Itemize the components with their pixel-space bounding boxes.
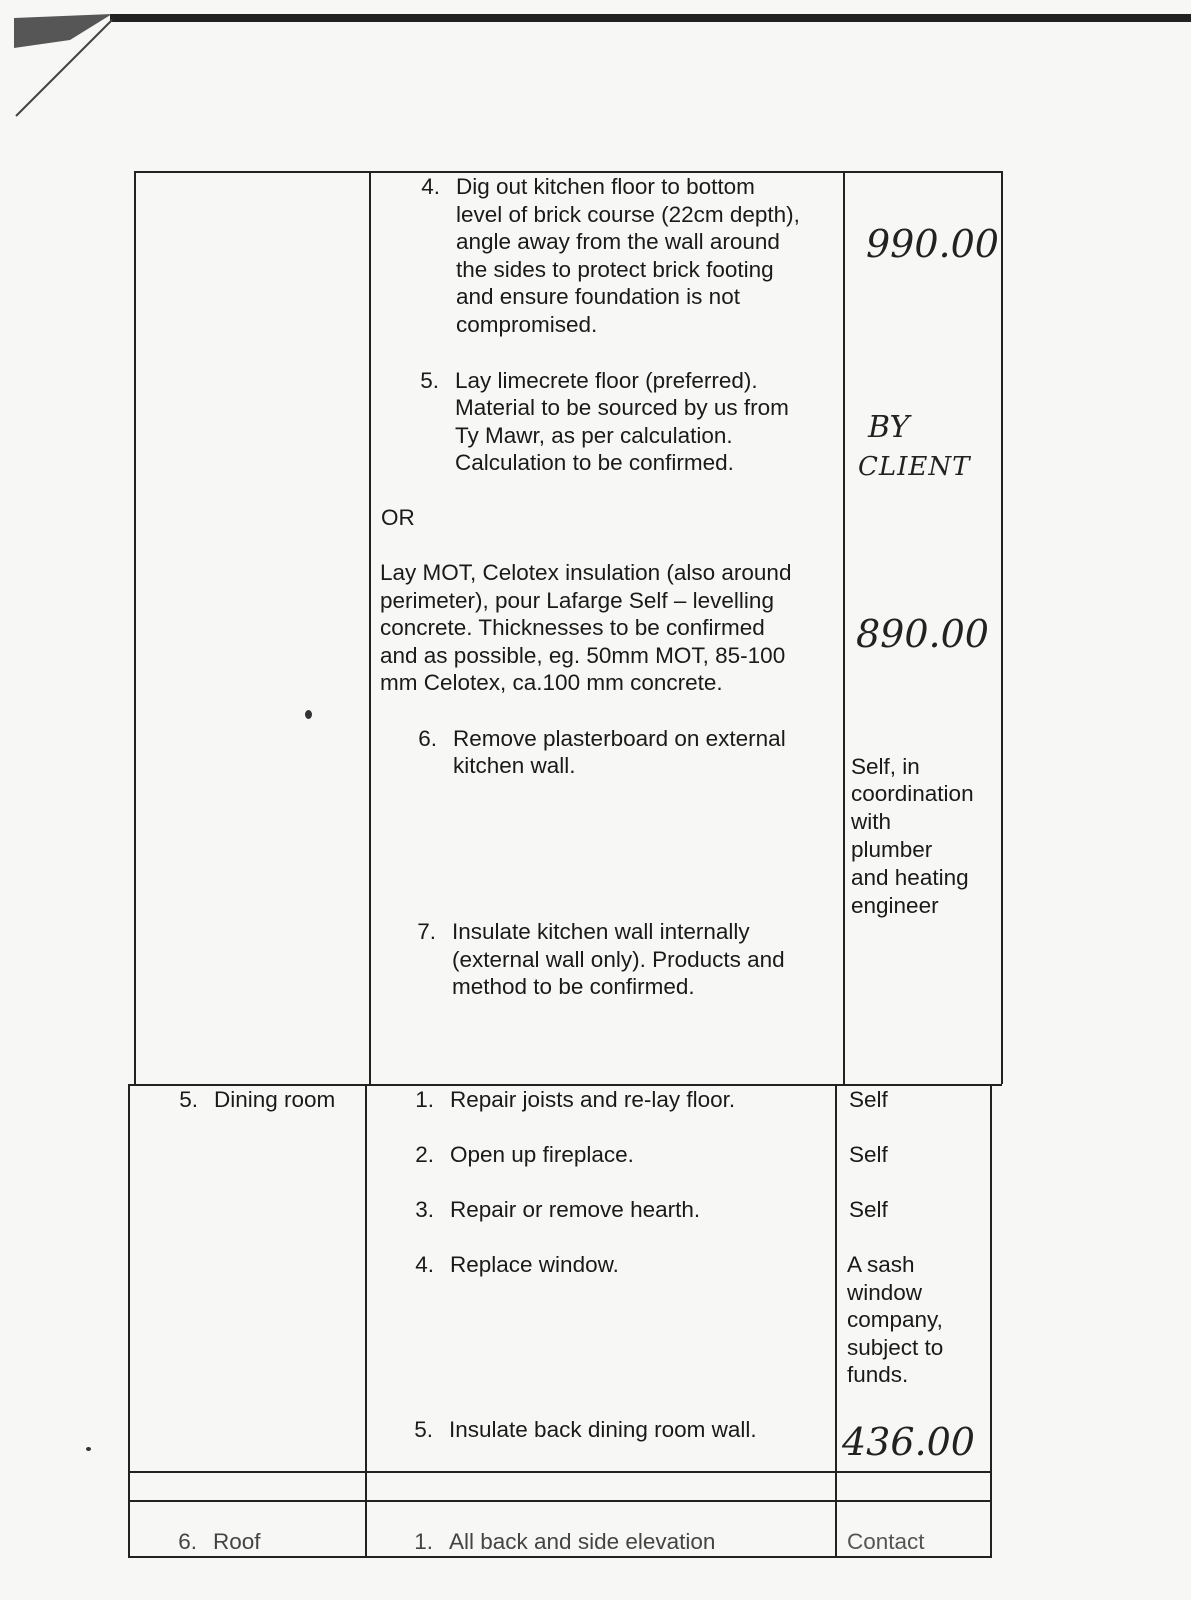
item-number: 4. (415, 1252, 434, 1277)
responsibility-line: company, (847, 1307, 943, 1332)
item-text-line: Open up fireplace. (450, 1142, 634, 1167)
section-label: Dining room (214, 1087, 336, 1112)
table-border-right (990, 1084, 992, 1558)
row-divider (128, 1471, 992, 1473)
or-label: OR (381, 505, 415, 530)
column-divider (369, 171, 371, 1084)
responsibility-line: coordination (851, 781, 974, 806)
row-divider (128, 1500, 992, 1502)
alt-text-line: Lay MOT, Celotex insulation (also around (380, 560, 792, 585)
table-border-left (128, 1084, 130, 1558)
column-divider (843, 171, 845, 1084)
table-border-left (134, 171, 136, 1084)
responsibility-line: Self (849, 1197, 888, 1222)
responsibility-line: Self (849, 1087, 888, 1112)
item-text-line: Insulate back dining room wall. (449, 1417, 757, 1442)
column-divider (365, 1084, 367, 1558)
item-text-line: and ensure foundation is not (456, 284, 740, 309)
handwritten-price: 990.00 (866, 222, 999, 266)
handwritten-note: BY (868, 410, 910, 445)
item-number: 4. (421, 174, 440, 199)
table-border-right (1001, 171, 1003, 1084)
item-text-line: method to be confirmed. (452, 974, 695, 999)
responsibility-line: Contact (847, 1529, 925, 1554)
table-border-bottom (128, 1556, 992, 1558)
responsibility-line: plumber (851, 837, 933, 862)
item-text-line: Repair or remove hearth. (450, 1197, 701, 1222)
speck (86, 1447, 91, 1451)
section-number: 5. (179, 1087, 198, 1112)
item-number: 7. (417, 919, 436, 944)
item-number: 2. (415, 1142, 434, 1167)
item-number: 6. (418, 726, 437, 751)
item-text-line: level of brick course (22cm depth), (456, 202, 800, 227)
column-divider (835, 1084, 837, 1558)
speck (305, 710, 312, 719)
responsibility-line: with (851, 809, 892, 834)
responsibility-line: A sash (847, 1252, 915, 1277)
item-text-line: Insulate kitchen wall internally (452, 919, 750, 944)
handwritten-price: 890.00 (856, 612, 989, 656)
handwritten-price: 436.00 (842, 1420, 975, 1464)
responsibility-line: Self (849, 1142, 888, 1167)
responsibility-line: funds. (847, 1362, 909, 1387)
alt-text-line: concrete. Thicknesses to be confirmed (380, 615, 765, 640)
item-text-line: All back and side elevation (449, 1529, 716, 1554)
responsibility-line: window (847, 1280, 923, 1305)
item-text-line: Remove plasterboard on external (453, 726, 786, 751)
item-text-line: angle away from the wall around (456, 229, 780, 254)
item-text-line: Calculation to be confirmed. (455, 450, 734, 475)
alt-text-line: mm Celotex, ca.100 mm concrete. (380, 670, 723, 695)
responsibility-line: subject to (847, 1335, 944, 1360)
section-label: Roof (213, 1529, 261, 1554)
scan-edge-bar (110, 14, 1191, 22)
item-text-line: Lay limecrete floor (preferred). (455, 368, 758, 393)
item-text-line: Dig out kitchen floor to bottom (456, 174, 755, 199)
item-number: 3. (415, 1197, 434, 1222)
item-text-line: (external wall only). Products and (452, 947, 785, 972)
section-number: 6. (178, 1529, 197, 1554)
item-text-line: Repair joists and re-lay floor. (450, 1087, 736, 1112)
scan-corner-mark (0, 0, 140, 130)
responsibility-line: Self, in (851, 754, 920, 779)
item-number: 1. (414, 1529, 433, 1554)
item-number: 1. (415, 1087, 434, 1112)
item-number: 5. (420, 368, 439, 393)
alt-text-line: and as possible, eg. 50mm MOT, 85-100 (380, 643, 786, 668)
item-text-line: the sides to protect brick footing (456, 257, 774, 282)
alt-text-line: perimeter), pour Lafarge Self – levelling (380, 588, 774, 613)
item-text-line: Material to be sourced by us from (455, 395, 789, 420)
item-number: 5. (414, 1417, 433, 1442)
handwritten-note: CLIENT (858, 452, 971, 482)
item-text-line: Replace window. (450, 1252, 619, 1277)
item-text-line: compromised. (456, 312, 598, 337)
responsibility-line: and heating (851, 865, 969, 890)
item-text-line: Ty Mawr, as per calculation. (455, 423, 733, 448)
responsibility-line: engineer (851, 893, 939, 918)
item-text-line: kitchen wall. (453, 753, 576, 778)
